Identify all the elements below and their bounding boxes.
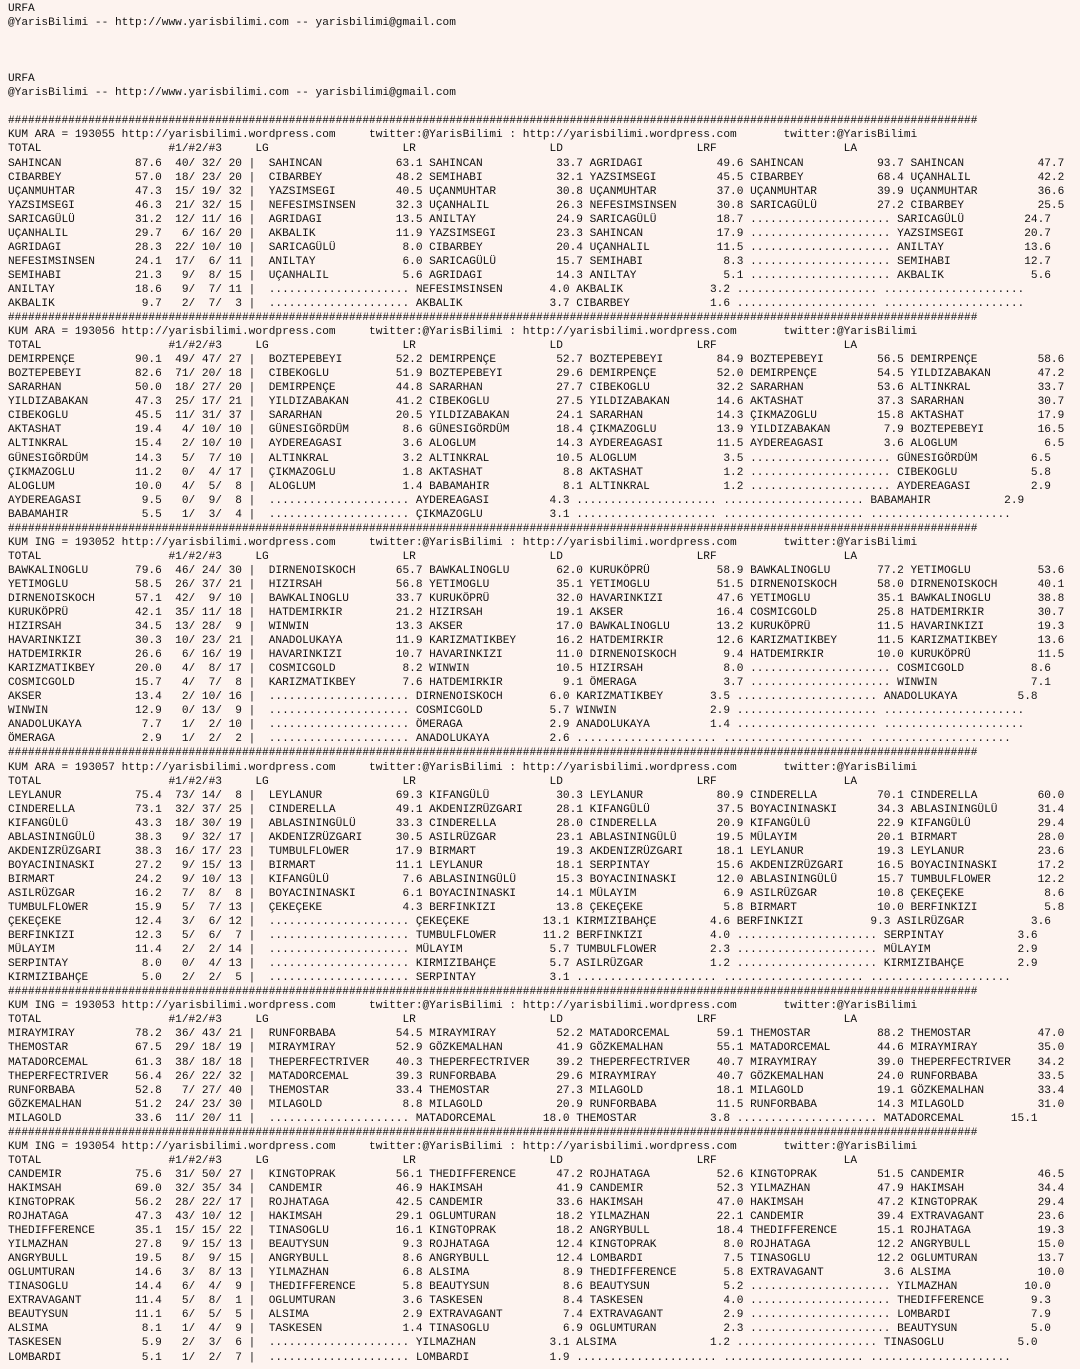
report-row: GÖZKEMALHAN 51.2 24/ 23/ 30 | MILAGOLD 8.8 MILAGOLD 20.9 RUNFORBABA 11.5 RUNFORBABA 14.3 MILAGOLD 31.0 [8, 1098, 1065, 1111]
report-table [8, 115, 1064, 1363]
section-divider: ################################################################################################################################################# [8, 986, 978, 999]
race-header: KUM ING = 193053 http://yarisbilimi.wordpress.com twitter:@YarisBilimi : http://yarisbilimi.wordpress.com twitter:@YarisBilimi [8, 1000, 918, 1013]
report-row: ABLASININGÜLÜ 38.3 9/ 32/ 17 | AKDENIZRÜZGARI 30.5 ASILRÜZGAR 23.1 ABLASININGÜLÜ 19.5 MÜLAYIM 20.1 BIRMART 28.0 [8, 831, 1065, 844]
section-divider: ################################################################################################################################################# [8, 115, 978, 128]
report-row: CIBEKOGLU 45.5 11/ 31/ 37 | SARARHAN 20.5 YILDIZABAKAN 24.1 SARARHAN 14.3 ÇIKMAZOGLU 15.8 AKTASHAT 17.9 [8, 410, 1065, 423]
report-row: ÇEKEÇEKE 12.4 3/ 6/ 12 | ..................... ÇEKEÇEKE 13.1 KIRMIZIBAHÇE 4.6 BERFINKIZI 9.3 ASILRÜZGAR 3.6 [8, 916, 1051, 929]
report-row: DEMIRPENÇE 90.1 49/ 47/ 27 | BOZTEPEBEYI 52.2 DEMIRPENÇE 52.7 BOZTEPEBEYI 84.9 BOZTEPEBEYI 56.5 DEMIRPENÇE 58.6 [8, 354, 1065, 367]
report-row: HATDEMIRKIR 26.6 6/ 16/ 19 | HAVARINKIZI 10.7 HAVARINKIZI 11.0 DIRNENOISKOCH 9.4 HATDEMIRKIR 10.0 KURUKÖPRÜ 11.5 [8, 649, 1065, 662]
column-header: TOTAL #1/#2/#3 LG LR LD LRF LA [8, 340, 858, 353]
report-row: OGLUMTURAN 14.6 3/ 8/ 13 | YILMAZHAN 6.8 ALSIMA 8.9 THEDIFFERENCE 5.8 EXTRAVAGANT 3.6 ALSIMA 10.0 [8, 1267, 1065, 1280]
report-row: ALOGLUM 10.0 4/ 5/ 8 | ALOGLUM 1.4 BABAMAHIR 8.1 ALTINKRAL 1.2 ..................... AYDEREAGASI 2.9 [8, 480, 1051, 493]
column-header: TOTAL #1/#2/#3 LG LR LD LRF LA [8, 550, 858, 563]
report-row: THEDIFFERENCE 35.1 15/ 15/ 22 | TINASOGLU 16.1 KINGTOPRAK 18.2 ANGRYBULL 18.4 THEDIFFERENCE 15.1 ROJHATAGA 19.3 [8, 1225, 1065, 1238]
report-row: BAWKALINOGLU 79.6 46/ 24/ 30 | DIRNENOISKOCH 65.7 BAWKALINOGLU 62.0 KURUKÖPRÜ 58.9 BAWKALINOGLU 77.2 YETIMOGLU 53.6 [8, 564, 1065, 577]
report-row: ANGRYBULL 19.5 8/ 9/ 15 | ANGRYBULL 8.6 ANGRYBULL 12.4 LOMBARDI 7.5 TINASOGLU 12.2 OGLUMTURAN 13.7 [8, 1253, 1065, 1266]
race-header: KUM ING = 193052 http://yarisbilimi.wordpress.com twitter:@YarisBilimi : http://yarisbilimi.wordpress.com twitter:@YarisBilimi [8, 536, 918, 549]
report-row: GÜNESIGÖRDÜM 14.3 5/ 7/ 10 | ALTINKRAL 3.2 ALTINKRAL 10.5 ALOGLUM 3.5 ..................... GÜNESIGÖRDÜM 6.5 [8, 452, 1051, 465]
report-row: HAKIMSAH 69.0 32/ 35/ 34 | CANDEMIR 46.9 HAKIMSAH 41.9 CANDEMIR 52.3 YILMAZHAN 47.9 HAKIMSAH 34.4 [8, 1182, 1065, 1195]
contact-line: @YarisBilimi -- http://www.yarisbilimi.com -- yarisbilimi@gmail.com [8, 17, 456, 30]
report-row: YAZSIMSEGI 46.3 21/ 32/ 15 | NEFESIMSINSEN 32.3 UÇANHALIL 26.3 NEFESIMSINSEN 30.8 SARICAGÜLÜ 27.2 CIBARBEY 25.5 [8, 199, 1065, 212]
column-header: TOTAL #1/#2/#3 LG LR LD LRF LA [8, 143, 858, 156]
report-row: COSMICGOLD 15.7 4/ 7/ 8 | KARIZMATIKBEY 7.6 HATDEMIRKIR 9.1 ÖMERAGA 3.7 ..................... WINWIN 7.1 [8, 677, 1051, 690]
report-row: TUMBULFLOWER 15.9 5/ 7/ 13 | ÇEKEÇEKE 4.3 BERFINKIZI 13.8 ÇEKEÇEKE 5.8 BIRMART 10.0 BERFINKIZI 5.8 [8, 902, 1065, 914]
column-header: TOTAL #1/#2/#3 LG LR LD LRF LA [8, 775, 858, 788]
report-row: AGRIDAGI 28.3 22/ 10/ 10 | SARICAGÜLÜ 8.0 CIBARBEY 20.4 UÇANHALIL 11.5 ..................... ANILTAY 13.6 [8, 241, 1051, 254]
report-row: ANILTAY 18.6 9/ 7/ 11 | ..................... NEFESIMSINSEN 4.0 AKBALIK 3.2 ..................... ..................... [8, 283, 1025, 296]
report-row: MIRAYMIRAY 78.2 36/ 43/ 21 | RUNFORBABA 54.5 MIRAYMIRAY 52.2 MATADORCEMAL 59.1 THEMOSTAR 88.2 THEMOSTAR 47.0 [8, 1028, 1065, 1041]
report-row: MÜLAYIM 11.4 2/ 2/ 14 | ..................... MÜLAYIM 5.7 TUMBULFLOWER 2.3 ..................... MÜLAYIM 2.9 [8, 944, 1038, 957]
race-header: KUM ARA = 193057 http://yarisbilimi.wordpress.com twitter:@YarisBilimi : http://yarisbilimi.wordpress.com twitter:@YarisBilimi [8, 761, 918, 774]
document-heading: URFA [8, 73, 35, 86]
report-row: YETIMOGLU 58.5 26/ 37/ 21 | HIZIRSAH 56.8 YETIMOGLU 35.1 YETIMOGLU 51.5 DIRNENOISKOCH 58.0 DIRNENOISKOCH 40.1 [8, 578, 1065, 591]
report-row: YILDIZABAKAN 47.3 25/ 17/ 21 | YILDIZABAKAN 41.2 CIBEKOGLU 27.5 YILDIZABAKAN 14.6 AKTASHAT 37.3 SARARHAN 30.7 [8, 396, 1065, 409]
report-row: BOZTEPEBEYI 82.6 71/ 20/ 18 | CIBEKOGLU 51.9 BOZTEPEBEYI 29.6 DEMIRPENÇE 52.0 DEMIRPENÇE 54.5 YILDIZABAKAN 47.2 [8, 368, 1065, 381]
report-row: UÇANHALIL 29.7 6/ 16/ 20 | AKBALIK 11.9 YAZSIMSEGI 23.3 SAHINCAN 17.9 ..................... YAZSIMSEGI 20.7 [8, 227, 1051, 240]
report-row: SAHINCAN 87.6 40/ 32/ 20 | SAHINCAN 63.1 SAHINCAN 33.7 AGRIDAGI 49.6 SAHINCAN 93.7 SAHINCAN 47.7 [8, 157, 1065, 170]
report-row: CINDERELLA 73.1 32/ 37/ 25 | CINDERELLA 49.1 AKDENIZRÜZGARI 28.1 KIFANGÜLÜ 37.5 BOYACININASKI 34.3 ABLASININGÜLÜ 31.4 [8, 803, 1065, 816]
section-divider: ################################################################################################################################################# [8, 747, 978, 760]
report-row: BOYACININASKI 27.2 9/ 15/ 13 | BIRMART 11.1 LEYLANUR 18.1 SERPINTAY 15.6 AKDENIZRÜZGARI 16.5 BOYACININASKI 17.2 [8, 859, 1065, 872]
report-row: TASKESEN 5.9 2/ 3/ 6 | ..................... YILMAZHAN 3.1 ALSIMA 1.2 ..................... TINASOGLU 5.0 [8, 1337, 1038, 1350]
report-row: AKSER 13.4 2/ 10/ 16 | ..................... DIRNENOISKOCH 6.0 KARIZMATIKBEY 3.5 ..................... ANADOLUKAYA 5.8 [8, 691, 1038, 704]
race-header: KUM ARA = 193056 http://yarisbilimi.wordpress.com twitter:@YarisBilimi : http://yarisbilimi.wordpress.com twitter:@YarisBilimi [8, 326, 918, 339]
section-divider: ################################################################################################################################################# [8, 312, 978, 325]
report-row: ÖMERAGA 2.9 1/ 2/ 2 | ..................... ANADOLUKAYA 2.6 ..................... ..................... ..................... [8, 733, 1011, 746]
report-row: SEMIHABI 21.3 9/ 8/ 15 | UÇANHALIL 5.6 AGRIDAGI 14.3 ANILTAY 5.1 ..................... AKBALIK 5.6 [8, 269, 1051, 282]
report-row: BIRMART 24.2 9/ 10/ 13 | KIFANGÜLÜ 7.6 ABLASININGÜLÜ 15.3 BOYACININASKI 12.0 ABLASININGÜLÜ 15.7 TUMBULFLOWER 12.2 [8, 873, 1065, 886]
report-row: TINASOGLU 14.4 6/ 4/ 9 | THEDIFFERENCE 5.8 BEAUTYSUN 8.6 BEAUTYSUN 5.2 ..................... YILMAZHAN 10.0 [8, 1281, 1051, 1294]
column-header: TOTAL #1/#2/#3 LG LR LD LRF LA [8, 1014, 858, 1027]
report-row: RUNFORBABA 52.8 7/ 27/ 40 | THEMOSTAR 33.4 THEMOSTAR 27.3 MILAGOLD 18.1 MILAGOLD 19.1 GÖZKEMALHAN 33.4 [8, 1084, 1065, 1097]
report-row: DIRNENOISKOCH 57.1 42/ 9/ 10 | BAWKALINOGLU 33.7 KURUKÖPRÜ 32.0 HAVARINKIZI 47.6 YETIMOGLU 35.1 BAWKALINOGLU 38.8 [8, 592, 1065, 605]
report-row: THEMOSTAR 67.5 29/ 18/ 19 | MIRAYMIRAY 52.9 GÖZKEMALHAN 41.9 GÖZKEMALHAN 55.1 MATADORCEMAL 44.6 MIRAYMIRAY 35.0 [8, 1042, 1065, 1055]
report-row: AKDENIZRÜZGARI 38.3 16/ 17/ 23 | TUMBULFLOWER 17.9 BIRMART 19.3 AKDENIZRÜZGARI 18.1 LEYLANUR 19.3 LEYLANUR 23.6 [8, 845, 1065, 858]
report-row: KURUKÖPRÜ 42.1 35/ 11/ 18 | HATDEMIRKIR 21.2 HIZIRSAH 19.1 AKSER 16.4 COSMICGOLD 25.8 HATDEMIRKIR 30.7 [8, 607, 1065, 620]
document-heading: URFA [8, 3, 35, 15]
report-row: THEPERFECTRIVER 56.4 26/ 22/ 32 | MATADORCEMAL 39.3 RUNFORBABA 29.6 MIRAYMIRAY 40.7 GÖZKEMALHAN 24.0 RUNFORBABA 33.5 [8, 1070, 1065, 1083]
report-row: MILAGOLD 33.6 11/ 20/ 11 | ..................... MATADORCEMAL 18.0 THEMOSTAR 3.8 ..................... MATADORCEMAL 15.1 [8, 1112, 1038, 1125]
report-row: KIRMIZIBAHÇE 5.0 2/ 2/ 5 | ..................... SERPINTAY 3.1 ..................... ..................... ..................... [8, 972, 1011, 985]
report-row: HIZIRSAH 34.5 13/ 28/ 9 | WINWIN 13.3 AKSER 17.0 BAWKALINOGLU 13.2 KURUKÖPRÜ 11.5 HAVARINKIZI 19.3 [8, 621, 1065, 634]
report-row: LEYLANUR 75.4 73/ 14/ 8 | LEYLANUR 69.3 KIFANGÜLÜ 30.3 LEYLANUR 80.9 CINDERELLA 70.1 CINDERELLA 60.0 [8, 789, 1065, 802]
report-row: BABAMAHIR 5.5 1/ 3/ 4 | ..................... ÇIKMAZOGLU 3.1 ..................... ..................... ..................... [8, 508, 1011, 521]
report-row: YILMAZHAN 27.8 9/ 15/ 13 | BEAUTYSUN 9.3 ROJHATAGA 12.4 KINGTOPRAK 8.0 ROJHATAGA 12.2 ANGRYBULL 15.0 [8, 1239, 1065, 1252]
contact-line: @YarisBilimi -- http://www.yarisbilimi.com -- yarisbilimi@gmail.com [8, 87, 456, 100]
report-row: WINWIN 12.9 0/ 13/ 9 | ..................... COSMICGOLD 5.7 WINWIN 2.9 ..................... ..................... [8, 705, 1025, 718]
section-divider: ################################################################################################################################################# [8, 1126, 978, 1139]
report-row: AKTASHAT 19.4 4/ 10/ 10 | GÜNESIGÖRDÜM 8.6 GÜNESIGÖRDÜM 18.4 ÇIKMAZOGLU 13.9 YILDIZABAKAN 7.9 BOZTEPEBEYI 16.5 [8, 424, 1065, 437]
report-row: KARIZMATIKBEY 20.0 4/ 8/ 17 | COSMICGOLD 8.2 WINWIN 10.5 HIZIRSAH 8.0 ..................... COSMICGOLD 8.6 [8, 663, 1051, 676]
report-row: ALTINKRAL 15.4 2/ 10/ 10 | AYDEREAGASI 3.6 ALOGLUM 14.3 AYDEREAGASI 11.5 AYDEREAGASI 3.6 ALOGLUM 6.5 [8, 438, 1065, 451]
report-row: ALSIMA 8.1 1/ 4/ 9 | TASKESEN 1.4 TINASOGLU 6.9 OGLUMTURAN 2.3 ..................... BEAUTYSUN 5.0 [8, 1323, 1051, 1336]
section-divider: ################################################################################################################################################# [8, 522, 978, 535]
race-header: KUM ING = 193054 http://yarisbilimi.wordpress.com twitter:@YarisBilimi : http://yarisbilimi.wordpress.com twitter:@YarisBilimi [8, 1140, 918, 1153]
report-row: SERPINTAY 8.0 0/ 4/ 13 | ..................... KIRMIZIBAHÇE 5.7 ASILRÜZGAR 1.2 ..................... KIRMIZIBAHÇE 2.9 [8, 958, 1038, 971]
report-row: SARICAGÜLÜ 31.2 12/ 11/ 16 | AGRIDAGI 13.5 ANILTAY 24.9 SARICAGÜLÜ 18.7 ..................... SARICAGÜLÜ 24.7 [8, 213, 1051, 226]
report-row: CIBARBEY 57.0 18/ 23/ 20 | CIBARBEY 48.2 SEMIHABI 32.1 YAZSIMSEGI 45.5 CIBARBEY 68.4 UÇANHALIL 42.2 [8, 171, 1065, 184]
column-header: TOTAL #1/#2/#3 LG LR LD LRF LA [8, 1154, 858, 1167]
report-row: EXTRAVAGANT 11.4 5/ 8/ 1 | OGLUMTURAN 3.6 TASKESEN 8.4 TASKESEN 4.0 ..................... THEDIFFERENCE 9.3 [8, 1295, 1051, 1308]
report-row: UÇANMUHTAR 47.3 15/ 19/ 32 | YAZSIMSEGI 40.5 UÇANMUHTAR 30.8 UÇANMUHTAR 37.0 UÇANMUHTAR 39.9 UÇANMUHTAR 36.6 [8, 185, 1065, 198]
report-row: ROJHATAGA 47.3 43/ 10/ 12 | HAKIMSAH 29.1 OGLUMTURAN 18.2 YILMAZHAN 22.1 CANDEMIR 39.4 EXTRAVAGANT 23.6 [8, 1211, 1065, 1224]
report-row: MATADORCEMAL 61.3 38/ 18/ 18 | THEPERFECTRIVER 40.3 THEPERFECTRIVER 39.2 THEPERFECTRIVER 40.7 MIRAYMIRAY 39.0 THEPERFECTRIVER 34.2 [8, 1056, 1065, 1069]
report-row: SARARHAN 50.0 18/ 27/ 20 | DEMIRPENÇE 44.8 SARARHAN 27.7 CIBEKOGLU 32.2 SARARHAN 53.6 ALTINKRAL 33.7 [8, 382, 1065, 395]
report-row: AKBALIK 9.7 2/ 7/ 3 | ..................... AKBALIK 3.7 CIBARBEY 1.6 ..................... ..................... [8, 297, 1025, 310]
report-row: ANADOLUKAYA 7.7 1/ 2/ 10 | ..................... ÖMERAGA 2.9 ANADOLUKAYA 1.4 ..................... ..................... [8, 719, 1025, 732]
report-row: AYDEREAGASI 9.5 0/ 9/ 8 | ..................... AYDEREAGASI 4.3 ..................... ..................... BABAMAHIR 2.9 [8, 494, 1025, 507]
report-row: LOMBARDI 5.1 1/ 2/ 7 | ..................... LOMBARDI 1.9 ..................... ..................... ..................... [8, 1351, 1011, 1364]
report-row: CANDEMIR 75.6 31/ 50/ 27 | KINGTOPRAK 56.1 THEDIFFERENCE 47.2 ROJHATAGA 52.6 KINGTOPRAK 51.5 CANDEMIR 46.5 [8, 1168, 1065, 1181]
report-row: NEFESIMSINSEN 24.1 17/ 6/ 11 | ANILTAY 6.0 SARICAGÜLÜ 15.7 SEMIHABI 8.3 ..................... SEMIHABI 12.7 [8, 255, 1051, 268]
report-row: ASILRÜZGAR 16.2 7/ 8/ 8 | BOYACININASKI 6.1 BOYACININASKI 14.1 MÜLAYIM 6.9 ASILRÜZGAR 10.8 ÇEKEÇEKE 8.6 [8, 887, 1065, 900]
report-row: ÇIKMAZOGLU 11.2 0/ 4/ 17 | ÇIKMAZOGLU 1.8 AKTASHAT 8.8 AKTASHAT 1.2 ..................... CIBEKOGLU 5.8 [8, 466, 1051, 479]
race-header: KUM ARA = 193055 http://yarisbilimi.wordpress.com twitter:@YarisBilimi : http://yarisbilimi.wordpress.com twitter:@YarisBilimi [8, 129, 918, 142]
report-row: KINGTOPRAK 56.2 28/ 22/ 17 | ROJHATAGA 42.5 CANDEMIR 33.6 HAKIMSAH 47.0 HAKIMSAH 47.2 KINGTOPRAK 29.4 [8, 1196, 1065, 1209]
report-row: BERFINKIZI 12.3 5/ 6/ 7 | ..................... TUMBULFLOWER 11.2 BERFINKIZI 4.0 ..................... SERPINTAY 3.6 [8, 930, 1038, 943]
report-row: HAVARINKIZI 30.3 10/ 23/ 21 | ANADOLUKAYA 11.9 KARIZMATIKBEY 16.2 HATDEMIRKIR 12.6 KARIZMATIKBEY 11.5 KARIZMATIKBEY 13.6 [8, 635, 1065, 648]
report-row: BEAUTYSUN 11.1 6/ 5/ 5 | ALSIMA 2.9 EXTRAVAGANT 7.4 EXTRAVAGANT 2.9 ..................... LOMBARDI 7.9 [8, 1309, 1051, 1322]
report-row: KIFANGÜLÜ 43.3 18/ 30/ 19 | ABLASININGÜLÜ 33.3 CINDERELLA 28.0 CINDERELLA 20.9 KIFANGÜLÜ 22.9 KIFANGÜLÜ 29.4 [8, 817, 1065, 830]
